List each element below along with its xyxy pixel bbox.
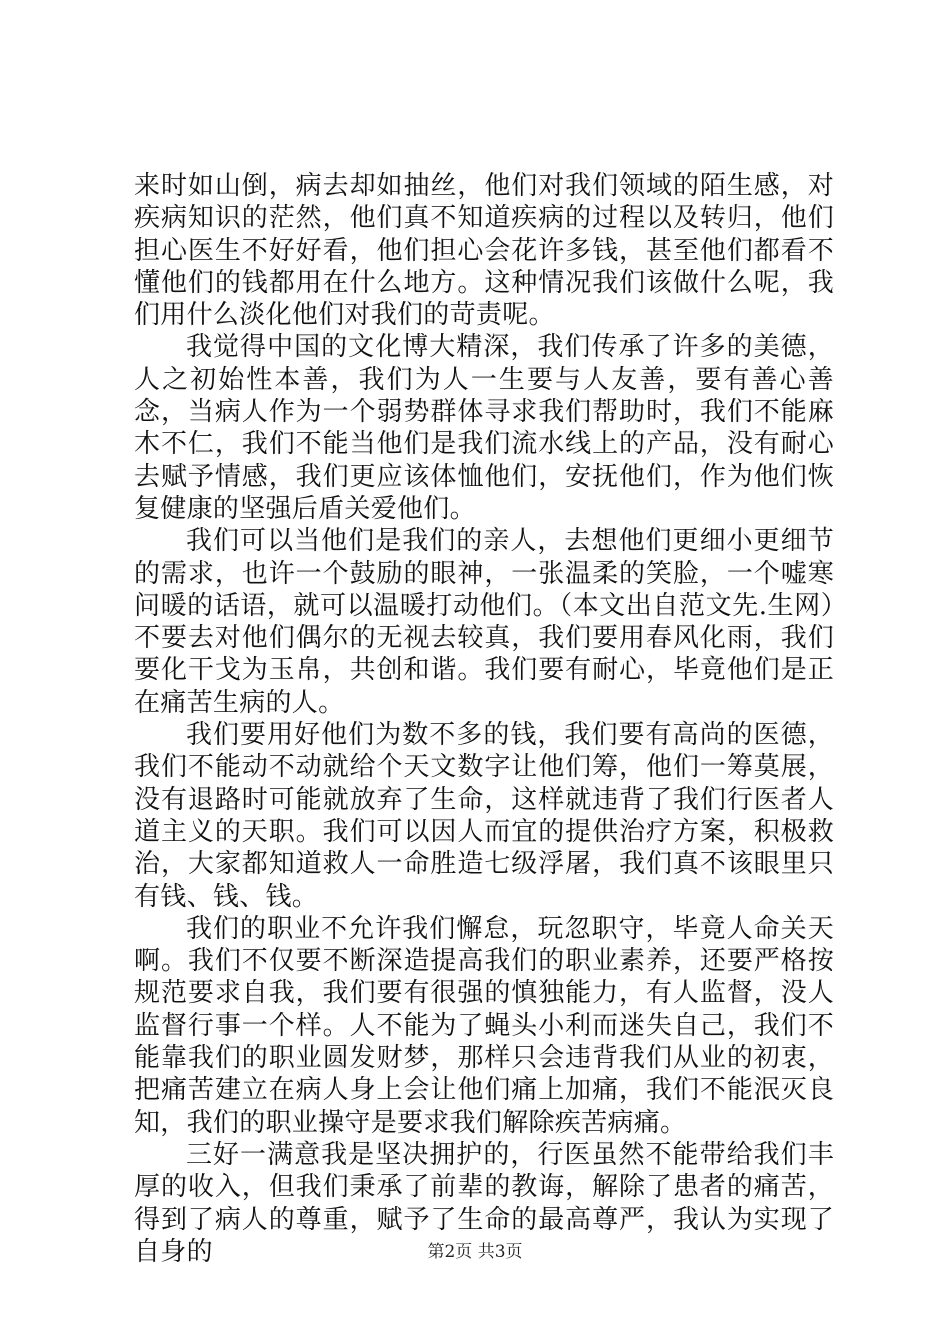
paragraph-2: 我觉得中国的文化博大精深，我们传承了许多的美德，人之初始性本善，我们为人一生要与人友善，要有善心善念，当病人作为一个弱势群体寻求我们帮助时，我们不能麻木不仁，我们不能当他们是我们流水线上的产品，没有耐心去赋予情感，我们更应该体恤他们，安抚他们，作为他们恢复健康的坚强后盾关爱他们。 — [134, 332, 834, 524]
paragraph-3: 我们可以当他们是我们的亲人，去想他们更细小更细节的需求，也许一个鼓励的眼神，一张温柔的笑脸，一个嘘寒问暖的话语，就可以温暖打动他们。（本文出自范文先.生网）不要去对他们偶尔的无视去较真，我们要用春风化雨，我们要化干戈为玉帛，共创和谐。我们要有耐心，毕竟他们是正在痛苦生病的人。 — [134, 526, 834, 718]
page-footer: 第2页 共3页 — [427, 1242, 523, 1262]
paragraph-5: 我们的职业不允许我们懈怠，玩忽职守，毕竟人命关天啊。我们不仅要不断深造提高我们的职业素养，还要严格按规范要求自我，我们要有很强的慎独能力，有人监督，没人监督行事一个样。人不能为了蝇头小利而迷失自己，我们不能靠我们的职业圆发财梦，那样只会违背我们从业的初衷，把痛苦建立在病人身上会让他们痛上加痛，我们不能泯灭良知，我们的职业操守是要求我们解除疾苦病痛。 — [134, 913, 834, 1138]
document-body — [134, 170, 834, 1268]
paragraph-6: 三好一满意我是坚决拥护的，行医虽然不能带给我们丰厚的收入，但我们秉承了前辈的教诲，解除了患者的痛苦，得到了病人的尊重，赋予了生命的最高尊严，我认为实现了自身的 — [134, 1139, 834, 1267]
paragraph-4: 我们要用好他们为数不多的钱，我们要有高尚的医德，我们不能动不动就给个天文数字让他们筹，他们一筹莫展，没有退路时可能就放弃了生命，这样就违背了我们行医者人道主义的天职。我们可以因人而宜的提供治疗方案，积极救治，大家都知道救人一命胜造七级浮屠，我们真不该眼里只有钱、钱、钱。 — [134, 720, 834, 912]
paragraph-1: 来时如山倒，病去却如抽丝，他们对我们领域的陌生感，对疾病知识的茫然，他们真不知道疾病的过程以及转归，他们担心医生不好好看，他们担心会花许多钱，甚至他们都看不懂他们的钱都用在什么地方。这种情况我们该做什么呢，我们用什么淡化他们对我们的苛责呢。 — [134, 171, 834, 331]
